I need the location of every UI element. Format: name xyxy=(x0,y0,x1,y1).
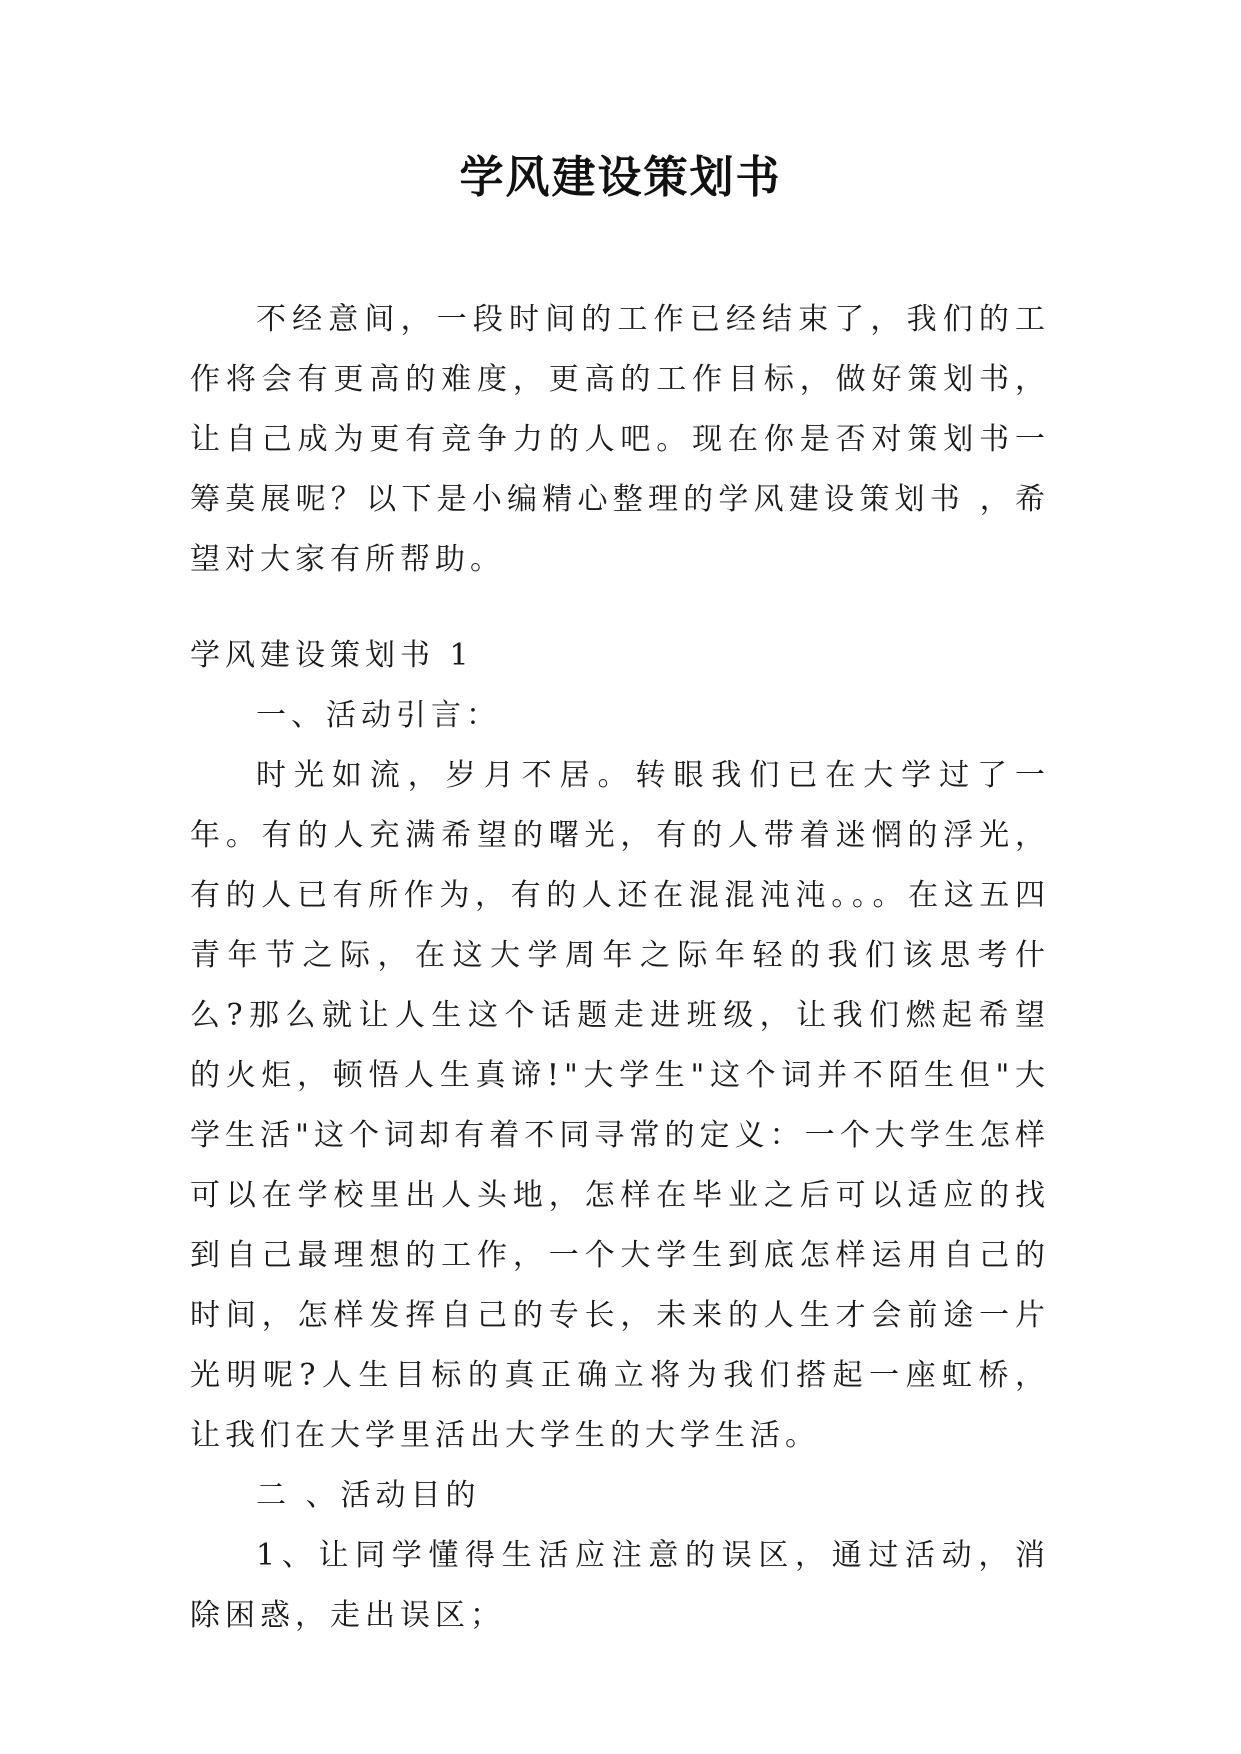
section-heading: 学风建设策划书 1 xyxy=(190,638,474,673)
part1-paragraph: 时光如流，岁月不居。转眼我们已在大学过了一年。有的人充满希望的曙光，有的人带着迷惘的浮光，有的人已有所作为，有的人还在混混沌沌。。。在这五四青年节之际，在这大学周年之际年轻的我们该思考什么?那么就让人生这个话题走进班级，让我们燃起希望的火炬，顿悟人生真谛!"大学生"这个词并不陌生但"大学生活"这个词却有着不同寻常的定义：一个大学生怎样可以在学校里出人头地，怎样在毕业之后可以适应的找到自己最理想的工作，一个大学生到底怎样运用自己的时间，怎样发挥自己的专长，未来的人生才会前途一片光明呢?人生目标的真正确立将为我们搭起一座虹桥，让我们在大学里活出大学生的大学生活。 xyxy=(190,758,1050,1453)
intro-paragraph: 不经意间，一段时间的工作已经结束了，我们的工作将会有更高的难度，更高的工作目标，做好策划书，让自己成为更有竞争力的人吧。现在你是否对策划书一筹莫展呢？以下是小编精心整理的学风建设策划书 ，希望对大家有所帮助。 xyxy=(190,302,1050,577)
document-body xyxy=(190,290,1050,1646)
part2-item-1: 1、让同学懂得生活应注意的误区，通过活动，消除困惑，走出误区； xyxy=(190,1538,1050,1633)
part1-heading: 一、活动引言： xyxy=(256,698,501,733)
part2-heading: 二 、活动目的 xyxy=(256,1478,481,1513)
document-title: 学风建设策划书 xyxy=(459,152,782,203)
